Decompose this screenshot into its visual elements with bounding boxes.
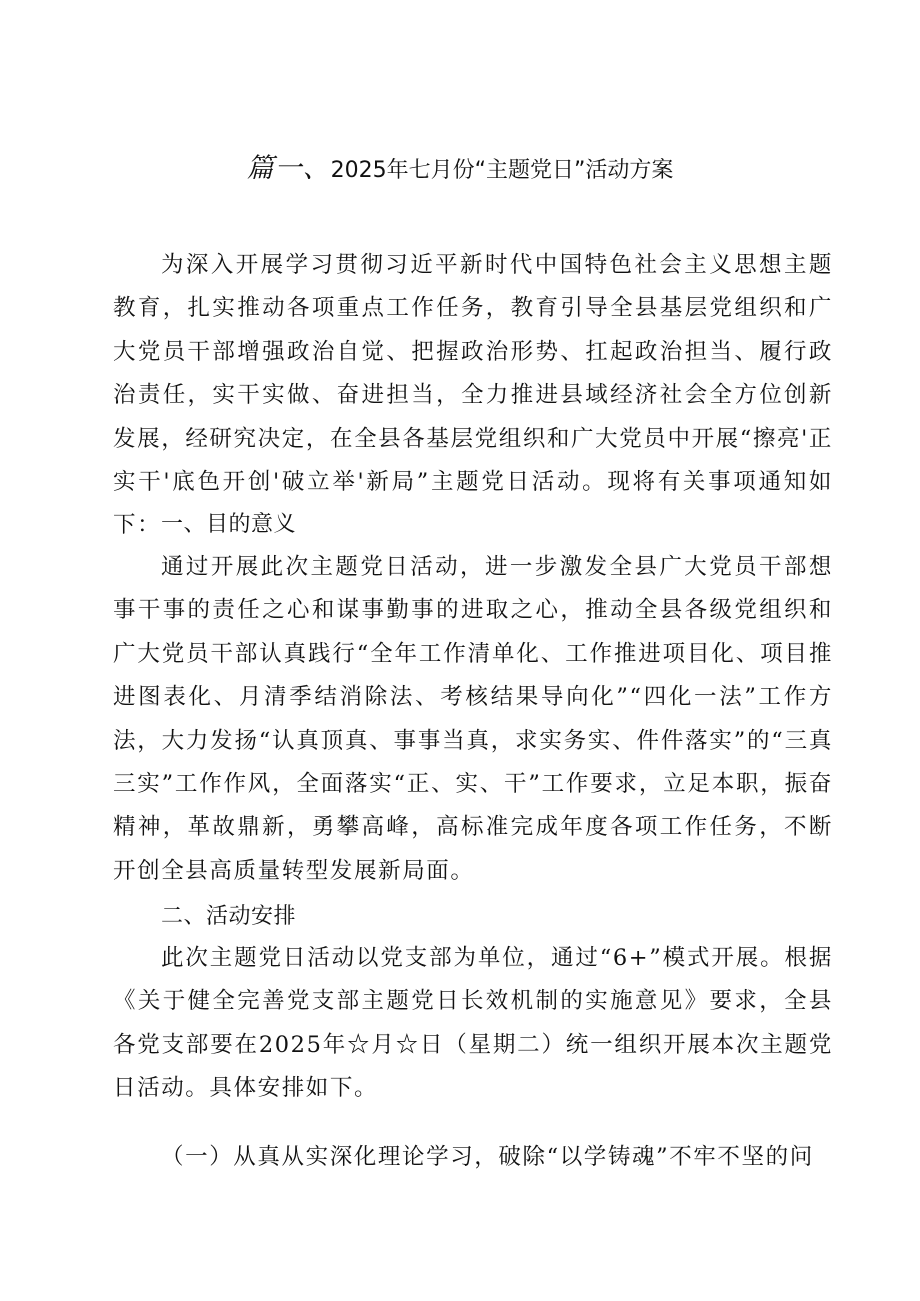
intro-paragraph: 为深入开展学习贯彻习近平新时代中国特色社会主义思想主题教育，扎实推动各项重点工作任务，教育引导全县基层党组织和广大党员干部增强政治自觉、把握政治形势、扛起政治担当、履行政治责任，实干实做、奋进担当，全力推进县域经济社会全方位创新发展，经研究决定，在全县各基层党组织和广大党员中开展“擦亮'正实干'底色开创'破立举'新局”主题党日活动。现将有关事项通知如下： — [113, 252, 833, 539]
purpose-paragraph: 通过开展此次主题党日活动，进一步激发全县广大党员干部想事干事的责任之心和谋事勤事的进取之心，推动全县各级党组织和广大党员干部认真践行“全年工作清单化、工作推进项目化、项目推进图表化、月清季结消除法、考核结果导向化”“四化一法”工作方法，大力发扬“认真顶真、事事当真，求实务实、件件落实”的“三真三实”工作作风，全面落实“正、实、干”工作要求，立足本职，振奋精神，革故鼎新，勇攀高峰，高标准完成年度各项工作任务，不断开创全县高质量转型发展新局面。 — [113, 554, 833, 884]
subsection-paragraph: （一）从真从实深化理论学习，破除“以学铸魂”不牢不坚的问 — [161, 1144, 814, 1170]
title-prefix: 篇一、 — [246, 153, 331, 184]
section-heading-purpose: 一、目的意义 — [161, 512, 297, 537]
section-heading-arrangement: 二、活动安排 — [161, 904, 297, 929]
document-title — [0, 152, 920, 188]
arrangement-paragraph: 此次主题党日活动以党支部为单位，通过“6+”模式开展。根据《关于健全完善党支部主题党日长效机制的实施意见》要求，全县各党支部要在2025年☆月☆日（星期二）统一组织开展本次主题党日活动。具体安排如下。 — [113, 945, 833, 1102]
title-text: 2025年七月份“主题党日”活动方案 — [330, 158, 674, 183]
